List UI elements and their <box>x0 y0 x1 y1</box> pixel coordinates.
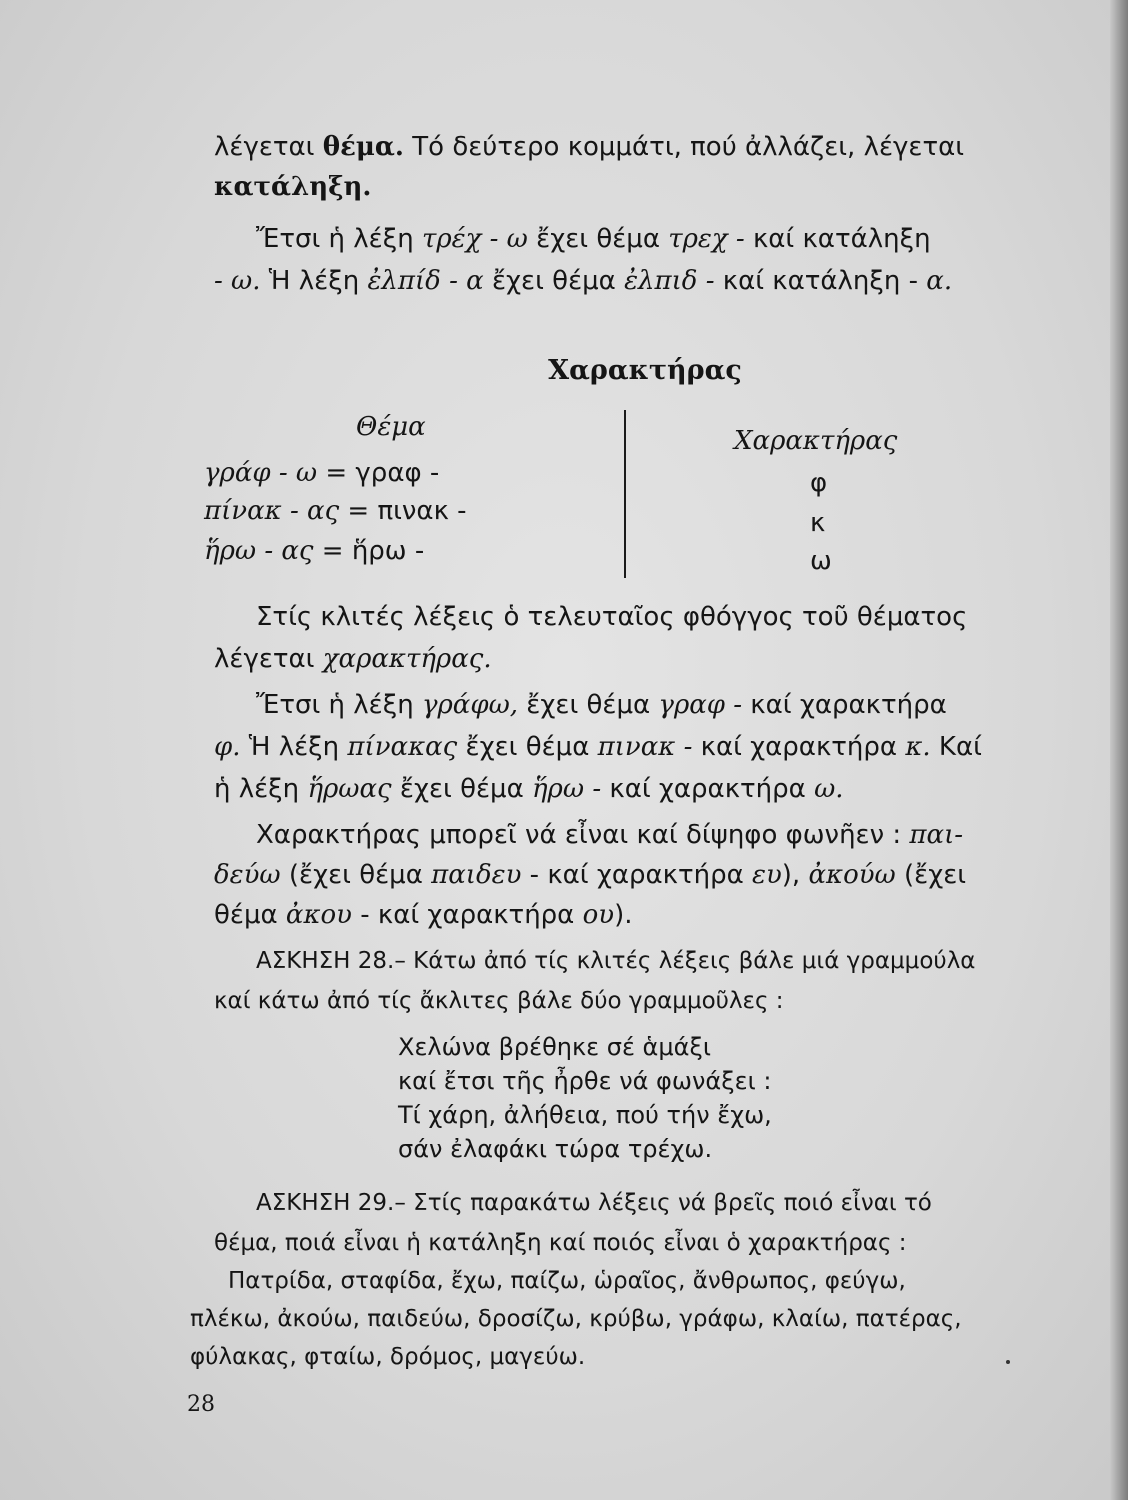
exercise-28-line: ΑΣΚΗΣΗ 28.– Κάτω ἀπό τίς κλιτές λέξεις βάλε μιά γραμμούλα <box>256 948 976 974</box>
exercise-29-line: ΑΣΚΗΣΗ 29.– Στίς παρακάτω λέξεις νά βρεῖς ποιό εἶναι τό <box>256 1190 932 1216</box>
table-row-char: φ <box>810 468 828 498</box>
poem-line: Χελώνα βρέθηκε σέ ἁμάξι <box>398 1033 711 1061</box>
table-row-left: πίνακ - ας = πινακ - <box>204 496 467 526</box>
text-line: φ. Ἡ λέξη πίνακας ἔχει θέμα πινακ - καί χαρακτήρα κ. Καί <box>214 732 982 762</box>
page-edge-shadow <box>1110 0 1128 1500</box>
ink-dot <box>1006 1360 1010 1364</box>
text-line: Χαρακτήρας μπορεῖ νά εἶναι καί δίψηφο φωνῆεν : παι- <box>256 820 964 850</box>
text-line: Ἔτσι ἡ λέξη τρέχ - ω ἔχει θέμα τρεχ - καί κατάληξη <box>256 224 931 254</box>
table-divider <box>624 410 626 578</box>
text-line: Ἔτσι ἡ λέξη γράφω, ἔχει θέμα γραφ - καί χαρακτήρα <box>256 690 947 720</box>
poem-line: Τί χάρη, ἀλήθεια, πού τήν ἔχω, <box>398 1101 772 1129</box>
text-line: λέγεται θέμα. Τό δεύτερο κομμάτι, πού ἀλλάζει, λέγεται <box>214 132 965 162</box>
text-line: θέμα ἀκου - καί χαρακτήρα ου). <box>214 900 633 930</box>
text-line: Στίς κλιτές λέξεις ὁ τελευταῖος φθόγγος τοῦ θέματος <box>256 602 968 632</box>
poem-line: καί ἔτσι τῆς ἦρθε νά φωνάξει : <box>398 1067 772 1095</box>
exercise-29-words: Πατρίδα, σταφίδα, ἔχω, παίζω, ὡραῖος, ἄνθρωπος, φεύγω, <box>228 1268 906 1294</box>
exercise-28-line: καί κάτω ἀπό τίς ἄκλιτες βάλε δύο γραμμοῦλες : <box>214 988 784 1014</box>
page-number: 28 <box>187 1392 215 1417</box>
poem <box>398 1030 772 1166</box>
section-heading: Χαρακτήρας <box>548 355 742 386</box>
table-row-char: ω <box>810 546 832 576</box>
table-row-char: κ <box>810 508 826 538</box>
text-line: λέγεται χαρακτήρας. <box>214 644 492 674</box>
poem-line: σάν ἐλαφάκι τώρα τρέχω. <box>398 1135 713 1163</box>
text-line: - ω. Ἡ λέξη ἐλπίδ - α ἔχει θέμα ἐλπιδ - καί κατάληξη - α. <box>214 266 953 296</box>
table-left-header: Θέμα <box>356 412 426 442</box>
text-line: ἡ λέξη ἥρωας ἔχει θέμα ἥρω - καί χαρακτήρα ω. <box>214 774 844 804</box>
table-row-left: γράφ - ω = γραφ - <box>204 458 440 488</box>
exercise-29-words: πλέκω, ἀκούω, παιδεύω, δροσίζω, κρύβω, γράφω, κλαίω, πατέρας, <box>190 1306 962 1332</box>
text-line: δεύω (ἔχει θέμα παιδευ - καί χαρακτήρα ευ), ἀκούω (ἔχει <box>214 860 967 890</box>
table-right-header: Χαρακτήρας <box>734 426 898 456</box>
table-row-left: ἥρω - ας = ἥρω - <box>204 536 425 566</box>
text-line: κατάληξη. <box>214 172 372 202</box>
exercise-29-line: θέμα, ποιά εἶναι ἡ κατάληξη καί ποιός εἶναι ὁ χαρακτήρας : <box>214 1230 907 1256</box>
exercise-29-words: φύλακας, φταίω, δρόμος, μαγεύω. <box>190 1344 586 1370</box>
